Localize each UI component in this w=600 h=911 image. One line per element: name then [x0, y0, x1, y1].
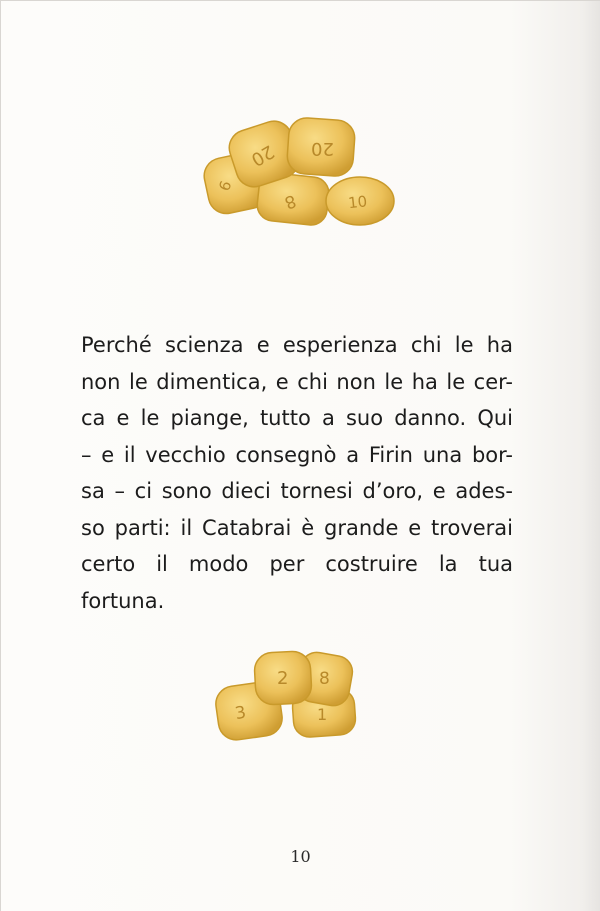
- coin-number: 1: [317, 705, 328, 724]
- coin-number: 6: [215, 178, 236, 194]
- body-paragraph: [81, 327, 513, 619]
- page-number: 10: [290, 847, 311, 866]
- coin-number: 20: [247, 140, 278, 171]
- text-line: ca e le piange, tutto a suo danno. Qui: [81, 406, 513, 430]
- coin-number: 8: [281, 189, 299, 213]
- text-line: sa – ci sono dieci tornesi d’oro, e ades-: [81, 479, 513, 503]
- coin-number: 3: [233, 702, 248, 725]
- coin-number: 8: [319, 669, 330, 689]
- coin-number: 10: [347, 192, 369, 213]
- coin: [286, 117, 356, 177]
- coin: [326, 177, 394, 225]
- text-line: non le dimentica, e chi non le ha le cer-: [81, 369, 513, 394]
- gold-coins-pile-icon: [196, 113, 401, 238]
- text-line: certo il modo per costruire la tua: [81, 552, 513, 576]
- text-line: Perché scienza e esperienza chi le ha: [81, 333, 513, 357]
- coin-number: 2: [277, 668, 289, 689]
- text-line: – e il vecchio consegnò a Firin una bor-: [81, 442, 513, 467]
- gold-coins-stack-icon: [211, 646, 361, 744]
- coin-number: 20: [311, 138, 334, 159]
- text-line: so parti: il Catabrai è grande e troverai: [81, 515, 513, 540]
- text-line: fortuna.: [81, 588, 165, 613]
- coin: [254, 651, 313, 706]
